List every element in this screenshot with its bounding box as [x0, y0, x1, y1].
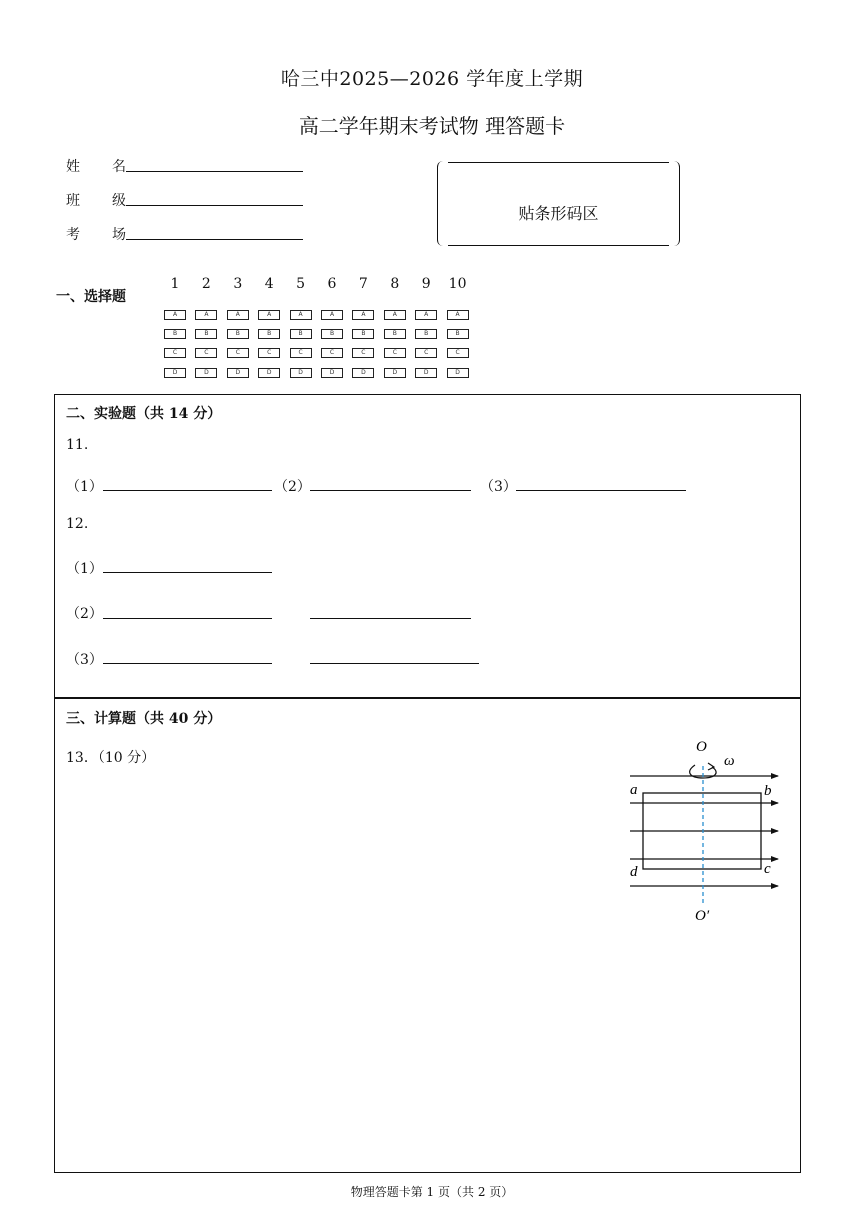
- q12-part3-answer-a[interactable]: [103, 663, 272, 664]
- answer-bubble-c[interactable]: C: [195, 348, 217, 358]
- corner-a-label: a: [630, 782, 638, 798]
- answer-bubble-a[interactable]: A: [195, 310, 217, 320]
- coil-diagram: [620, 732, 790, 932]
- class-field[interactable]: [126, 205, 303, 206]
- corner-b-label: b: [764, 783, 772, 799]
- section2-title: 二、实验题（共 14 分）: [66, 406, 222, 422]
- answer-bubble-b[interactable]: B: [164, 329, 186, 339]
- q11-part3-answer[interactable]: [516, 490, 686, 491]
- exam-title: 哈三中2025—2026 学年度上学期: [280, 68, 584, 90]
- answer-bubble-a[interactable]: A: [415, 310, 437, 320]
- answer-bubble-a[interactable]: A: [447, 310, 469, 320]
- page-footer: 物理答题卡第 1 页（共 2 页）: [350, 1185, 514, 1199]
- q13-label: 13．（10 分）: [66, 750, 156, 766]
- q11-part3-label: （3）: [480, 479, 517, 495]
- q12-part2-answer-b[interactable]: [310, 618, 471, 619]
- answer-bubble-d[interactable]: D: [227, 368, 249, 378]
- q12-part1-answer[interactable]: [103, 572, 272, 573]
- answer-bubble-c[interactable]: C: [384, 348, 406, 358]
- q12-part3-answer-b[interactable]: [310, 663, 479, 664]
- answer-bubble-c[interactable]: C: [258, 348, 280, 358]
- rotation-arrowhead-icon: [708, 763, 714, 770]
- answer-bubble-a[interactable]: A: [164, 310, 186, 320]
- barcode-area-label: 贴条形码区: [518, 204, 599, 223]
- exam-room-field[interactable]: [126, 239, 303, 240]
- corner-c-label: c: [764, 861, 771, 877]
- answer-bubble-c[interactable]: C: [415, 348, 437, 358]
- room-label-char1: 考: [66, 227, 80, 243]
- q12-part3-label: （3）: [66, 652, 103, 668]
- answer-bubble-d[interactable]: D: [290, 368, 312, 378]
- q11-part2-answer[interactable]: [310, 490, 471, 491]
- answer-bubble-d[interactable]: D: [195, 368, 217, 378]
- answer-bubble-a[interactable]: A: [321, 310, 343, 320]
- answer-bubble-b[interactable]: B: [384, 329, 406, 339]
- axis-bottom-label: O′: [695, 908, 710, 924]
- question-number: 10: [448, 276, 467, 292]
- answer-bubble-b[interactable]: B: [195, 329, 217, 339]
- name-label-char1: 姓: [66, 159, 80, 175]
- answer-bubble-c[interactable]: C: [447, 348, 469, 358]
- barcode-area: [437, 161, 680, 246]
- answer-bubble-c[interactable]: C: [321, 348, 343, 358]
- answer-bubble-d[interactable]: D: [258, 368, 280, 378]
- answer-bubble-b[interactable]: B: [290, 329, 312, 339]
- answer-bubble-b[interactable]: B: [321, 329, 343, 339]
- q11-part1-label: （1）: [66, 479, 103, 495]
- answer-bubble-b[interactable]: B: [447, 329, 469, 339]
- section1-title: 一、选择题: [56, 289, 126, 305]
- answer-bubble-b[interactable]: B: [352, 329, 374, 339]
- question-number: 2: [201, 276, 211, 292]
- corner-d-label: d: [630, 864, 638, 880]
- q11-part2-label: （2）: [274, 479, 311, 495]
- question-number: 8: [390, 276, 400, 292]
- answer-bubble-c[interactable]: C: [227, 348, 249, 358]
- section3-title: 三、计算题（共 40 分）: [66, 711, 222, 727]
- section2-frame: [54, 394, 801, 699]
- question-number: 3: [233, 276, 243, 292]
- answer-bubble-d[interactable]: D: [447, 368, 469, 378]
- answer-bubble-c[interactable]: C: [164, 348, 186, 358]
- exam-subtitle: 高二学年期末考试物 理答题卡: [298, 114, 566, 138]
- name-field[interactable]: [126, 171, 303, 172]
- answer-bubble-a[interactable]: A: [352, 310, 374, 320]
- q12-part1-label: （1）: [66, 561, 103, 577]
- answer-bubble-c[interactable]: C: [290, 348, 312, 358]
- answer-bubble-b[interactable]: B: [415, 329, 437, 339]
- answer-bubble-b[interactable]: B: [258, 329, 280, 339]
- answer-bubble-a[interactable]: A: [227, 310, 249, 320]
- omega-label: ω: [724, 753, 735, 769]
- question-number: 4: [264, 276, 274, 292]
- q11-part1-answer[interactable]: [103, 490, 272, 491]
- answer-bubble-d[interactable]: D: [164, 368, 186, 378]
- answer-bubble-d[interactable]: D: [321, 368, 343, 378]
- answer-bubble-b[interactable]: B: [227, 329, 249, 339]
- q11-number: 11.: [66, 437, 89, 453]
- class-label-char2: 级: [112, 193, 126, 209]
- answer-bubble-a[interactable]: A: [384, 310, 406, 320]
- question-number: 9: [421, 276, 431, 292]
- question-number: 5: [296, 276, 306, 292]
- answer-bubble-d[interactable]: D: [384, 368, 406, 378]
- question-number: 1: [170, 276, 180, 292]
- answer-bubble-a[interactable]: A: [290, 310, 312, 320]
- answer-bubble-d[interactable]: D: [352, 368, 374, 378]
- q12-number: 12.: [66, 516, 89, 532]
- answer-bubble-d[interactable]: D: [415, 368, 437, 378]
- answer-bubble-a[interactable]: A: [258, 310, 280, 320]
- question-number: 7: [358, 276, 368, 292]
- q12-part2-label: （2）: [66, 606, 103, 622]
- axis-top-label: O: [696, 739, 707, 755]
- class-label-char1: 班: [66, 193, 80, 209]
- name-label-char2: 名: [112, 159, 126, 175]
- room-label-char2: 场: [112, 227, 126, 243]
- answer-bubble-c[interactable]: C: [352, 348, 374, 358]
- question-number: 6: [327, 276, 337, 292]
- q12-part2-answer-a[interactable]: [103, 618, 272, 619]
